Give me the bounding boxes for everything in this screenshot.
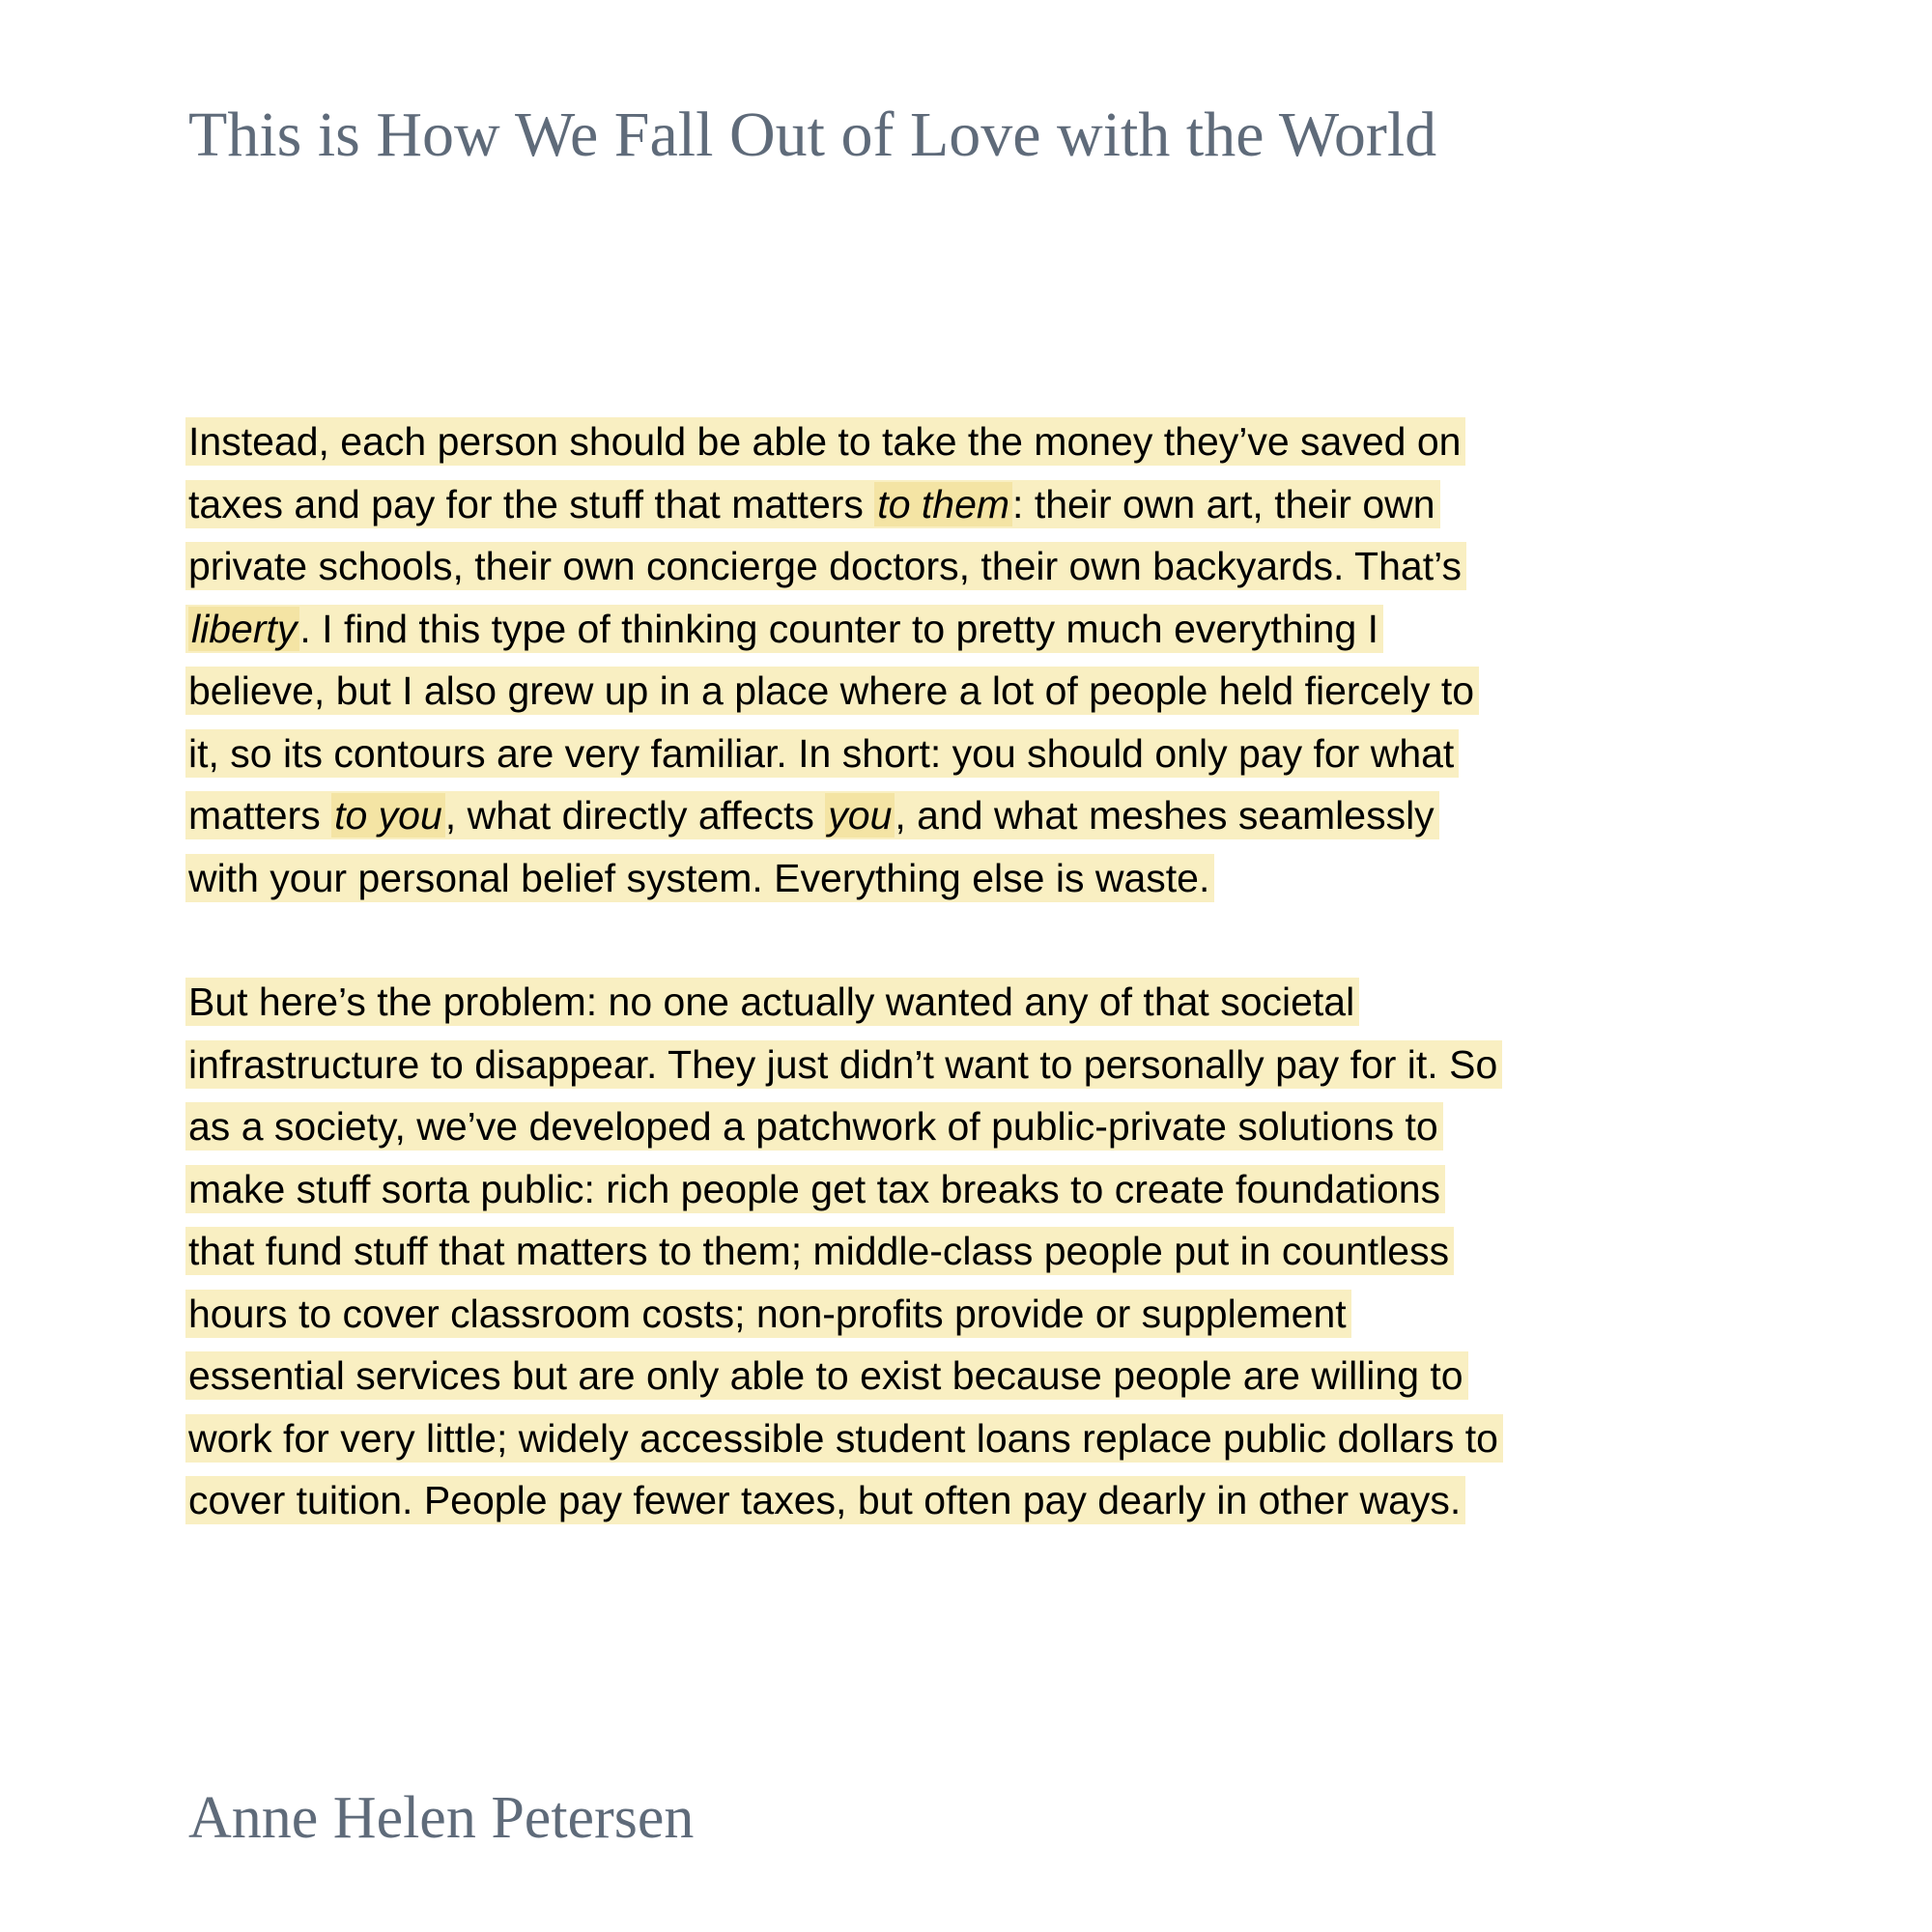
paragraph-line <box>188 1040 1657 1103</box>
highlighted-paragraph-2 <box>188 978 1657 1539</box>
highlight[interactable] <box>185 854 1214 902</box>
text-segment: work for very little; widely accessible student loans replace public dollars to <box>188 1415 1498 1461</box>
paragraph-line <box>188 1351 1657 1414</box>
paragraph-line <box>188 1476 1657 1539</box>
highlight[interactable] <box>185 1102 1443 1151</box>
text-segment: private schools, their own concierge doctors, their own backyards. That’s <box>188 544 1462 588</box>
paragraph-line <box>188 1102 1657 1165</box>
text-segment: . I find this type of thinking counter to pretty much everything I <box>299 606 1379 651</box>
text-segment: hours to cover classroom costs; non-profits provide or supplement <box>188 1291 1347 1336</box>
text-segment: that fund stuff that matters to them; middle-class people put in countless <box>188 1229 1450 1273</box>
highlight[interactable] <box>185 417 1465 466</box>
paragraph-line <box>188 667 1657 729</box>
highlight[interactable] <box>185 729 1459 778</box>
paragraph-line <box>188 605 1657 668</box>
text-segment: it, so its contours are very familiar. In short: you should only pay for what <box>188 730 1455 776</box>
text-segment: But here’s the problem: no one actually wanted any of that societal <box>188 980 1355 1024</box>
text-segment: cover tuition. People pay fewer taxes, but often pay dearly in other ways. <box>188 1478 1462 1522</box>
text-segment: make stuff sorta public: rich people get tax breaks to create foundations <box>188 1166 1441 1211</box>
highlight[interactable] <box>185 1040 1502 1089</box>
highlight[interactable] <box>185 605 1383 653</box>
text-segment: , and what meshes seamlessly <box>895 793 1435 838</box>
text-segment: , what directly affects <box>444 793 826 838</box>
highlight[interactable] <box>185 1351 1468 1400</box>
paragraph-line <box>188 854 1657 917</box>
italic-emphasis: liberty <box>188 607 299 651</box>
document-title: This is How We Fall Out of Love with the World <box>188 99 1437 170</box>
paragraph-line <box>188 417 1657 480</box>
text-segment: taxes and pay for the stuff that matters <box>188 481 875 526</box>
text-segment: infrastructure to disappear. They just didn’t want to personally pay for it. So <box>188 1041 1498 1087</box>
text-segment: : their own art, their own <box>1012 481 1435 526</box>
highlight[interactable] <box>185 667 1479 715</box>
highlight[interactable] <box>185 1290 1351 1338</box>
text-segment: Instead, each person should be able to take the money they’ve saved on <box>188 419 1462 464</box>
highlighted-paragraph-1 <box>188 417 1657 916</box>
paragraph-line <box>188 480 1657 543</box>
paragraph-line <box>188 978 1657 1040</box>
author-name: Anne Helen Petersen <box>188 1785 695 1851</box>
highlight[interactable] <box>185 542 1466 590</box>
highlight[interactable] <box>185 1476 1465 1524</box>
text-segment: as a society, we’ve developed a patchwork of public-private solutions to <box>188 1104 1438 1149</box>
highlight[interactable] <box>185 480 1440 528</box>
highlight[interactable] <box>185 1227 1454 1275</box>
italic-emphasis: you <box>825 793 895 838</box>
text-segment: with your personal belief system. Everything else is waste. <box>188 855 1210 900</box>
paragraph-line <box>188 1165 1657 1228</box>
paragraph-line <box>188 542 1657 605</box>
highlight[interactable] <box>185 791 1439 839</box>
italic-emphasis: to them <box>874 482 1012 526</box>
paragraph-line <box>188 1290 1657 1352</box>
paragraph-line <box>188 1414 1657 1477</box>
paragraph-line <box>188 791 1657 854</box>
italic-emphasis: to you <box>331 793 445 838</box>
paragraph-line <box>188 729 1657 792</box>
highlight[interactable] <box>185 1414 1503 1463</box>
paragraph-line <box>188 1227 1657 1290</box>
text-segment: believe, but I also grew up in a place where a lot of people held fiercely to <box>188 668 1475 713</box>
text-segment: essential services but are only able to exist because people are willing to <box>188 1353 1463 1398</box>
highlight[interactable] <box>185 1165 1445 1213</box>
text-segment: matters <box>188 793 332 838</box>
highlight[interactable] <box>185 978 1359 1026</box>
